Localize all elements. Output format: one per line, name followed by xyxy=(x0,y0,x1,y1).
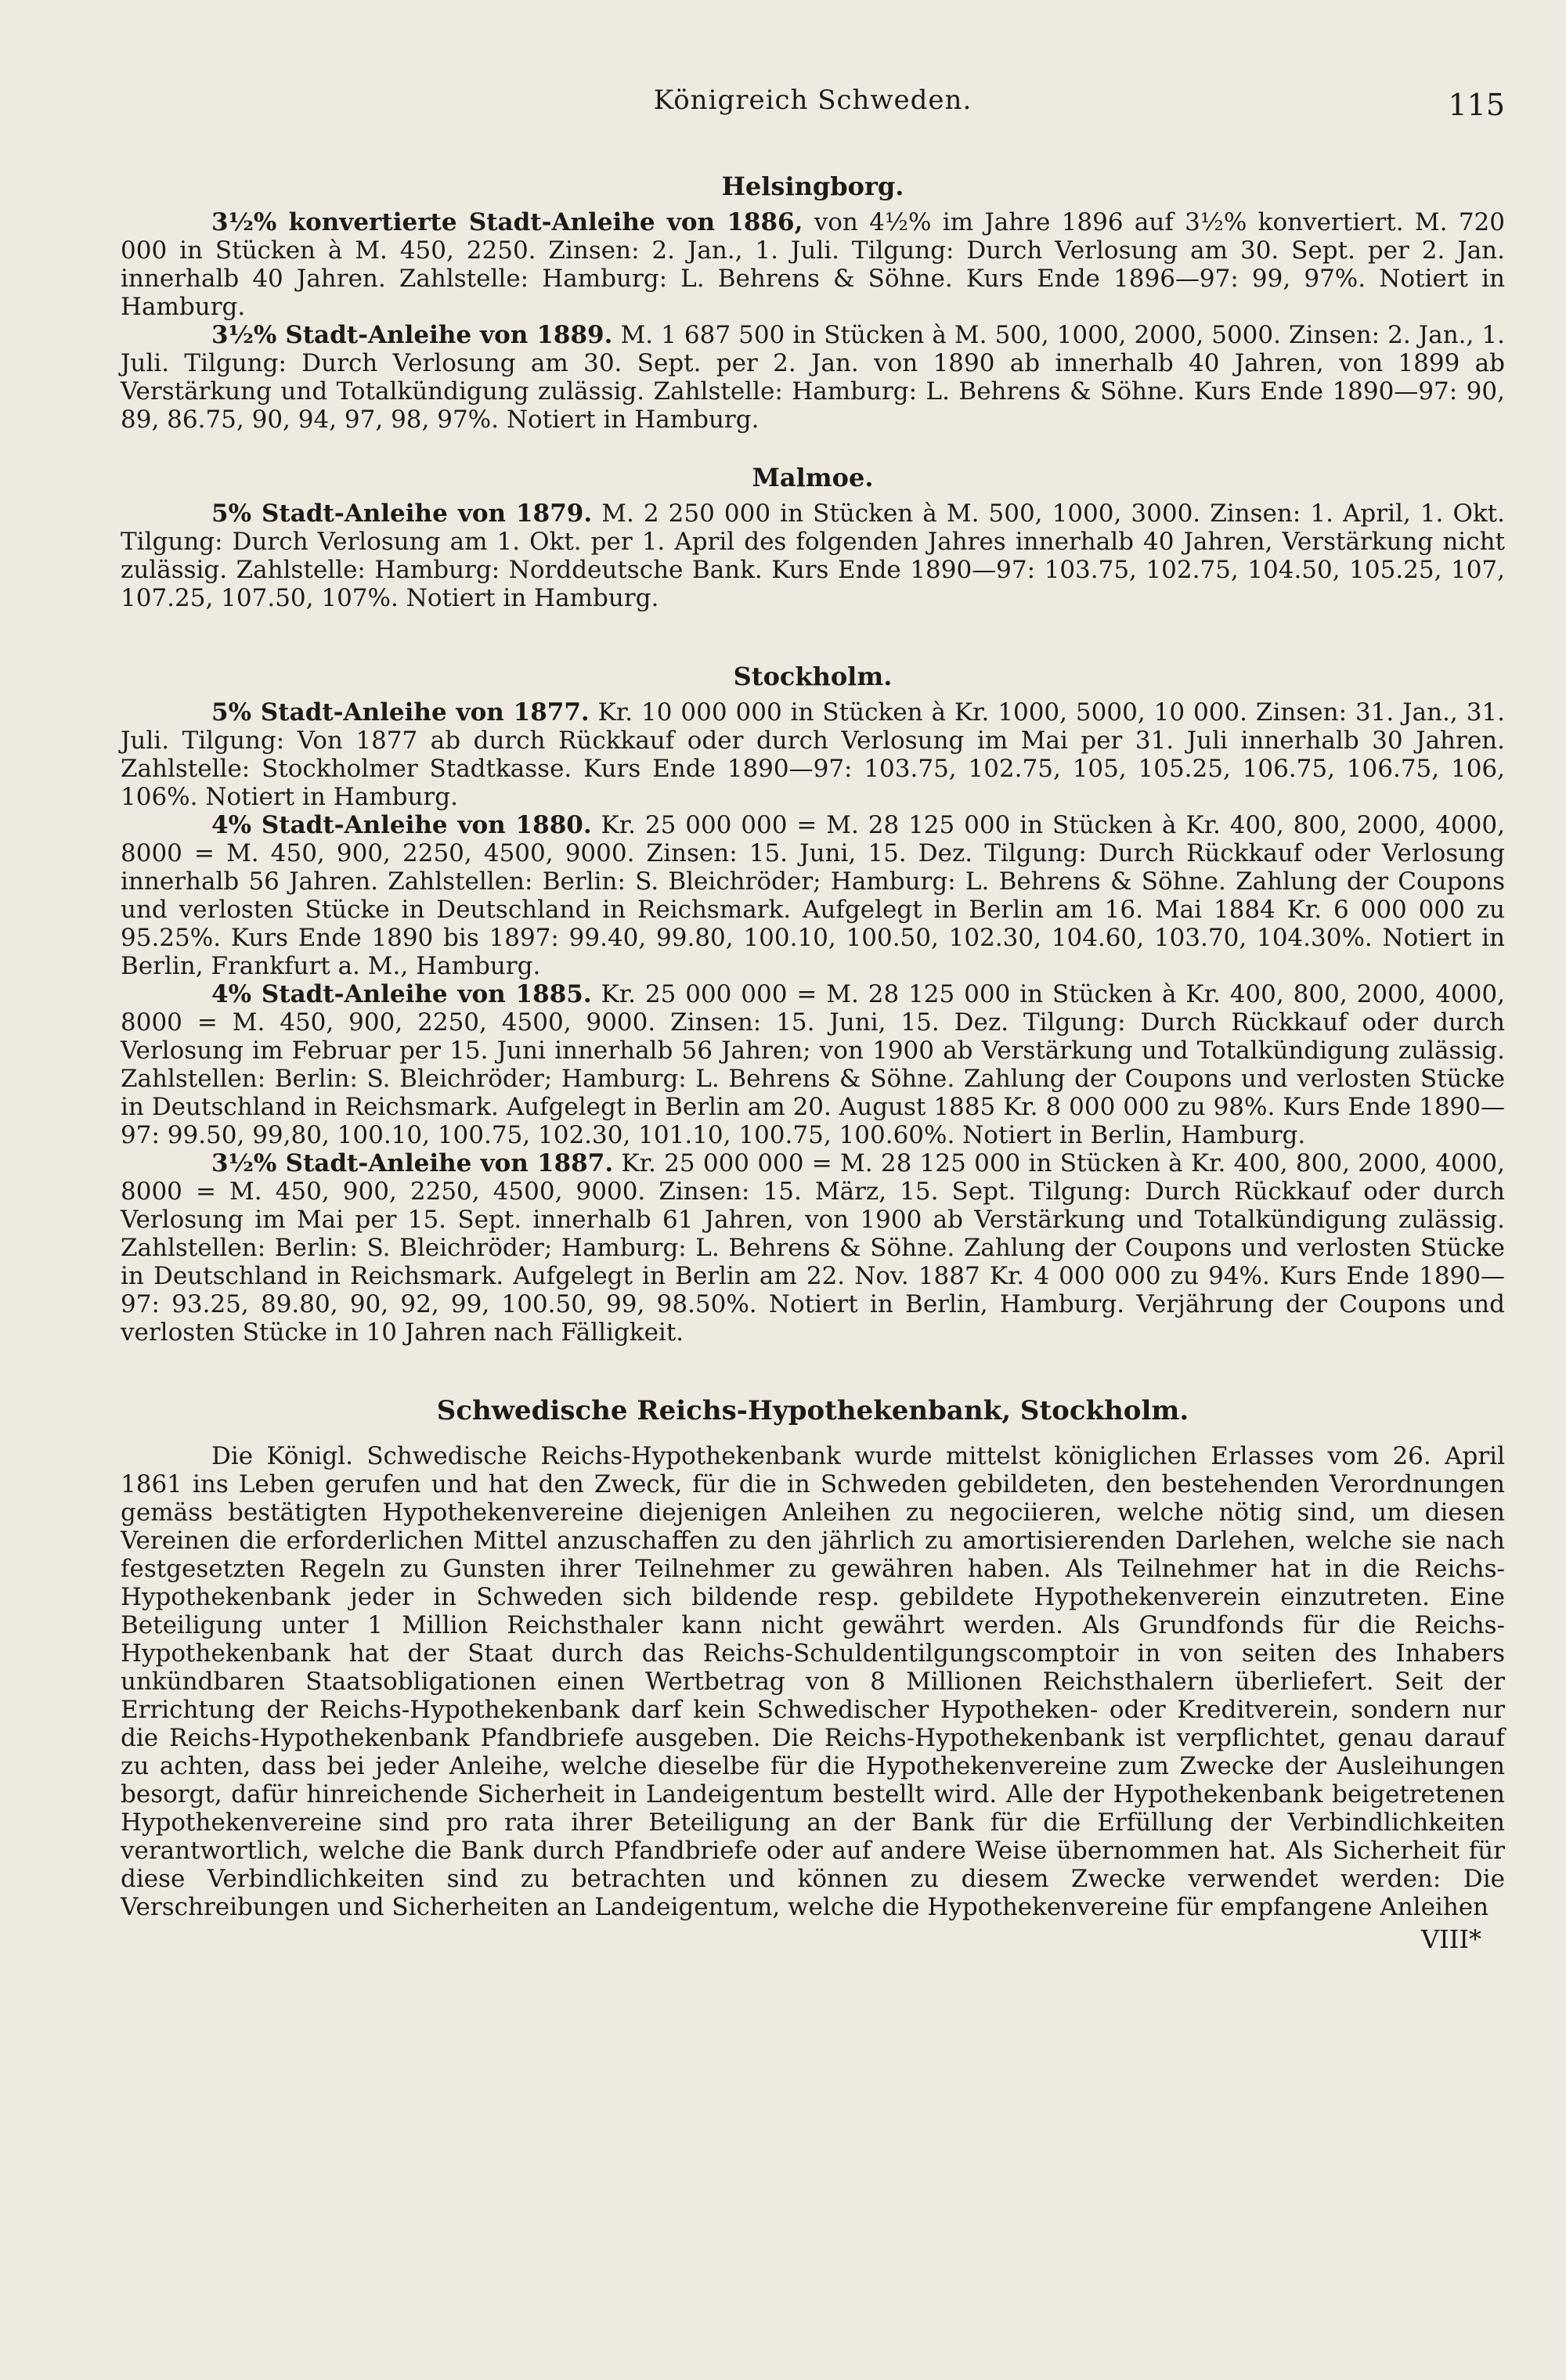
bond-text: Kr. 25 000 000 = M. 28 125 000 in Stücken à Kr. 400, 800, 2000, 4000, 8000 = M. 450, 900, 2250, 4500, 9000. Zinsen: 15. März, 15. Sept. Tilgung: Durch Rückkauf oder durch Verlosung im Mai per 15. Sept. innerhalb 61 Jahren, von 1900 ab Verstärkung und Totalkündigung zulässig. Zahlstellen: Berlin: S. Bleichröder; Hamburg: L. Behrens & Söhne. Zahlung der Coupons und verlosten Stücke in Deutschland in Reichsmark. Aufgelegt in Berlin am 22. Nov. 1887 Kr. 4 000 000 zu 94%. Kurs Ende 1890—97: 93.25, 89.80, 90, 92, 99, 100.50, 99, 98.50%. Notiert in Berlin, Hamburg. Verjährung der Coupons und verlosten Stücke in 10 Jahren nach Fälligkeit. xyxy=(121,1149,1505,1347)
running-head xyxy=(121,77,1505,139)
section-title-stockholm: Stockholm. xyxy=(733,662,893,691)
bond-lead: 3½% Stadt-Anleihe von 1889. xyxy=(211,321,613,349)
bond-text: Kr. 25 000 000 = M. 28 125 000 in Stücken à Kr. 400, 800, 2000, 4000, 8000 = M. 450, 900, 2250, 4500, 9000. Zinsen: 15. Juni, 15. Dez. Tilgung: Durch Rückkauf oder Verlosung innerhalb 56 Jahren. Zahlstellen: Berlin: S. Bleichröder; Hamburg: L. Behrens & Söhne. Zahlung der Coupons und verlosten Stücke in Deutschland in Reichsmark. Aufgelegt in Berlin am 16. Mai 1884 Kr. 6 000 000 zu 95.25%. Kurs Ende 1890 bis 1897: 99.40, 99.80, 100.10, 100.50, 102.30, 104.60, 103.70, 104.30%. Notiert in Berlin, Frankfurt a. M., Hamburg. xyxy=(121,811,1505,980)
bond-text: M. 1 687 500 in Stücken à M. 500, 1000, 2000, 5000. Zinsen: 2. Jan., 1. Juli. Tilgung: Durch Verlosung am 30. Sept. per 2. Jan. von 1890 ab innerhalb 40 Jahren, von 1899 ab Verstärkung und Totalkündigung zulässig. Zahlstelle: Hamburg: L. Behrens & Söhne. Kurs Ende 1890—97: 90, 89, 86.75, 90, 94, 97, 98, 97%. Notiert in Hamburg. xyxy=(121,321,1505,434)
signature-mark: VIII* xyxy=(1420,1924,1481,1954)
bond-lead: 4% Stadt-Anleihe von 1880. xyxy=(211,811,592,839)
bond-entry xyxy=(121,208,1505,321)
bond-text: Kr. 25 000 000 = M. 28 125 000 in Stücken à Kr. 400, 800, 2000, 4000, 8000 = M. 450, 900, 2250, 4500, 9000. Zinsen: 15. Juni, 15. Dez. Tilgung: Durch Rückkauf oder durch Verlosung im Februar per 15. Juni innerhalb 56 Jahren; von 1900 ab Verstärkung und Totalkündigung zulässig. Zahlstellen: Berlin: S. Bleichröder; Hamburg: L. Behrens & Söhne. Zahlung der Coupons und verlosten Stücke in Deutschland in Reichsmark. Aufgelegt in Berlin am 20. August 1885 Kr. 8 000 000 zu 98%. Kurs Ende 1890—97: 99.50, 99,80, 100.10, 100.75, 102.30, 101.10, 100.75, 100.60%. Notiert in Berlin, Hamburg. xyxy=(121,980,1505,1149)
bond-entry xyxy=(121,811,1505,980)
bond-text: von 4½% im Jahre 1896 auf 3½% konvertiert. M. 720 000 in Stücken à M. 450, 2250. Zinsen: 2. Jan., 1. Juli. Tilgung: Durch Verlosung am 30. Sept. per 2. Jan. innerhalb 40 Jahren. Zahlstelle: Hamburg: L. Behrens & Söhne. Kurs Ende 1896—97: 99, 97%. Notiert in Hamburg. xyxy=(121,208,1505,321)
bond-lead: 3½% Stadt-Anleihe von 1887. xyxy=(211,1149,614,1177)
bond-entry xyxy=(121,980,1505,1149)
page-number: 115 xyxy=(1448,88,1505,122)
bond-lead: 3½% konvertierte Stadt-Anleihe von 1886, xyxy=(211,208,803,236)
bond-entry xyxy=(121,499,1505,612)
section-title-helsingborg: Helsingborg. xyxy=(721,171,904,201)
bank-paragraph: Die Königl. Schwedische Reichs-Hypothekenbank wurde mittelst königlichen Erlasses vom 26. April 1861 ins Leben gerufen und hat den Zweck, für die in Schweden gebildeten, den bestehenden Verordnungen gemäss bestätigten Hypothekenvereine diejenigen Anleihen zu negociieren, welche nötig sind, um diesen Vereinen die erforderlichen Mittel anzuschaffen zu den jährlich zu amortisierenden Darlehen, welche sie nach festgesetzten Regeln zu Gunsten ihrer Teilnehmer zu gewähren haben. Als Teilnehmer hat in die Reichs-Hypothekenbank jeder in Schweden sich bildende resp. gebildete Hypothekenverein einzutreten. Eine Beteiligung unter 1 Million Reichsthaler kann nicht gewährt werden. Als Grundfonds für die Reichs-Hypothekenbank hat der Staat durch das Reichs-Schuldentilgungscomptoir in von seiten des Inhabers unkündbaren Staatsobligationen einen Wertbetrag von 8 Millionen Reichsthalern überliefert. Seit der Errichtung der Reichs-Hypothekenbank darf kein Schwedischer Hypotheken- oder Kreditverein, sondern nur die Reichs-Hypothekenbank Pfandbriefe ausgeben. Die Reichs-Hypothekenbank ist verpflichtet, genau darauf zu achten, dass bei jeder Anleihe, welche dieselbe für die Hypothekenvereine zum Zwecke der Ausleihungen besorgt, dafür hinreichende Sicherheit in Landeigentum bestellt wird. Alle der Hypothekenbank beigetretenen Hypothekenvereine sind pro rata ihrer Beteiligung an der Bank für die Erfüllung der Verbindlichkeiten verantwortlich, welche die Bank durch Pfandbriefe oder auf andere Weise übernommen hat. Als Sicherheit für diese Verbindlichkeiten sind zu betrachten und können zu diesem Zwecke verwendet werden: Die Verschreibungen und Sicherheiten an Landeigentum, welche die Hypothekenvereine für empfangene Anleihen xyxy=(121,1442,1505,1921)
bond-lead: 5% Stadt-Anleihe von 1879. xyxy=(211,499,593,528)
bond-text: M. 2 250 000 in Stücken à M. 500, 1000, 3000. Zinsen: 1. April, 1. Okt. Tilgung: Durch Verlosung am 1. Okt. per 1. April des folgenden Jahres innerhalb 40 Jahren, Verstärkung nicht zulässig. Zahlstelle: Hamburg: Norddeutsche Bank. Kurs Ende 1890—97: 103.75, 102.75, 104.50, 105.25, 107, 107.25, 107.50, 107%. Notiert in Hamburg. xyxy=(121,499,1505,612)
bond-entry xyxy=(121,321,1505,434)
bond-entry xyxy=(121,1149,1505,1347)
section-title-malmoe: Malmoe. xyxy=(752,463,874,492)
bond-lead: 5% Stadt-Anleihe von 1877. xyxy=(211,698,590,727)
bond-lead: 4% Stadt-Anleihe von 1885. xyxy=(211,980,592,1008)
bond-entry xyxy=(121,698,1505,811)
running-title: Königreich Schweden. xyxy=(653,85,972,116)
bond-text: Kr. 10 000 000 in Stücken à Kr. 1000, 5000, 10 000. Zinsen: 31. Jan., 31. Juli. Tilgung: Von 1877 ab durch Rückkauf oder durch Verlosung im Mai per 31. Juli innerhalb 30 Jahren. Zahlstelle: Stockholmer Stadtkasse. Kurs Ende 1890—97: 103.75, 102.75, 105, 105.25, 106.75, 106.75, 106, 106%. Notiert in Hamburg. xyxy=(121,698,1505,811)
section-title-bank: Schwedische Reichs-Hypothekenbank, Stockholm. xyxy=(436,1395,1189,1426)
